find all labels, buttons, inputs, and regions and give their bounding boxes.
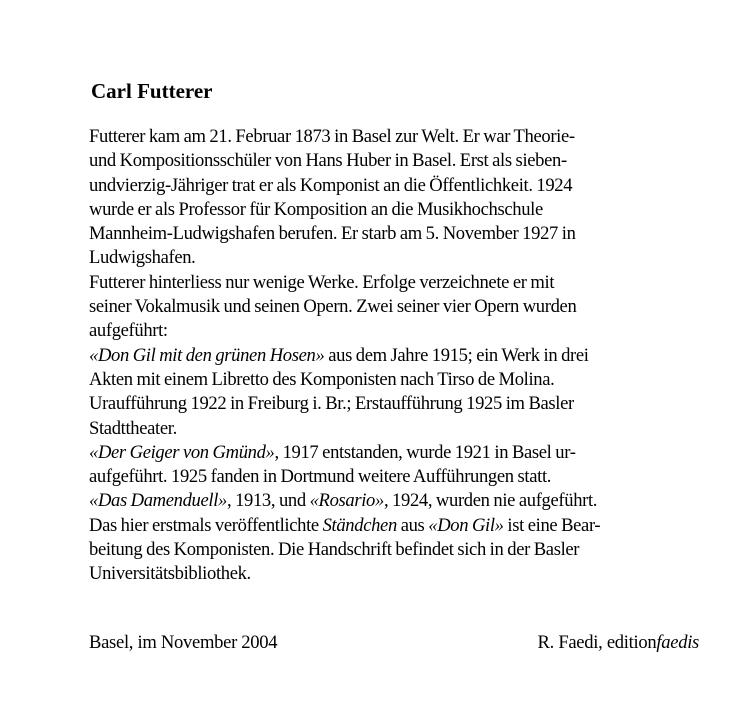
text-segment: ist eine Bear- — [503, 514, 601, 536]
body-line — [89, 271, 709, 295]
body-line — [89, 465, 709, 489]
body-line — [89, 246, 709, 270]
text-segment: Akten mit einem Libretto des Komponisten nach Tirso de Molina. — [89, 368, 555, 390]
text-segment: Uraufführung 1922 in Freiburg i. Br.; Erstaufführung 1925 im Basler — [89, 393, 574, 415]
italic-title-segment: «Das Damenduell» — [89, 490, 227, 512]
body-line — [89, 149, 709, 173]
text-segment: Das hier erstmals veröffentlichte — [89, 514, 323, 536]
text-segment: aufgeführt: — [89, 320, 168, 342]
text-segment: Mannheim-Ludwigshafen berufen. Er starb am 5. November 1927 in — [89, 223, 576, 245]
text-segment: , 1924, wurden nie aufgeführt. — [383, 490, 598, 512]
text-segment: beitung des Komponisten. Die Handschrift befindet sich in der Basler — [89, 539, 580, 561]
footer — [89, 630, 699, 656]
text-segment: undvierzig-Jähriger trat er als Komponist an die Öffentlichkeit. 1924 — [89, 174, 573, 196]
text-segment: seiner Vokalmusik und seinen Opern. Zwei seiner vier Opern wurden — [89, 296, 577, 318]
text-segment: , 1913, und — [226, 490, 310, 512]
body-line — [89, 441, 709, 465]
italic-title-segment: «Don Gil mit den grünen Hosen» — [89, 344, 325, 366]
body-line — [89, 295, 709, 319]
body-line — [89, 392, 709, 416]
body-line — [89, 417, 709, 441]
italic-title-segment: «Der Geiger von Gmünd» — [89, 441, 275, 463]
italic-title-segment: «Don Gil» — [428, 514, 504, 536]
italic-title-segment: Ständchen — [322, 514, 397, 536]
footer-author-italic: faedis — [656, 632, 699, 653]
italic-title-segment: «Rosario» — [309, 490, 384, 512]
text-segment: Futterer hinterliess nur wenige Werke. Erfolge verzeichnete er mit — [89, 271, 555, 293]
text-segment: Futterer kam am 21. Februar 1873 in Basel zur Welt. Er war Theorie- — [89, 126, 575, 147]
body-line — [89, 344, 709, 368]
document-title: Carl Futterer — [91, 79, 213, 103]
text-segment: und Kompositionsschüler von Hans Huber in Basel. Erst als sieben- — [89, 150, 567, 172]
text-segment: aus — [396, 514, 429, 536]
footer-signature — [538, 630, 699, 656]
text-segment: Ludwigshafen. — [89, 247, 196, 269]
body-line — [89, 489, 709, 513]
body-line — [89, 125, 709, 149]
body-line — [89, 562, 709, 586]
text-segment: , 1917 entstanden, wurde 1921 in Basel ur- — [274, 441, 576, 463]
text-segment: aus dem Jahre 1915; ein Werk in drei — [324, 344, 589, 366]
body-line — [89, 222, 709, 246]
footer-place-date: Basel, im November 2004 — [89, 632, 278, 653]
footer-author: R. Faedi, edition — [537, 632, 657, 653]
text-segment: Universitätsbibliothek. — [89, 563, 251, 585]
body-line — [89, 174, 709, 198]
body-line — [89, 514, 709, 538]
body-line — [89, 368, 709, 392]
text-segment: Stadttheater. — [89, 417, 177, 439]
body-text — [89, 125, 709, 587]
text-segment: wurde er als Professor für Komposition an die Musikhochschule — [89, 198, 543, 220]
text-segment: aufgeführt. 1925 fanden in Dortmund weitere Aufführungen statt. — [89, 466, 552, 488]
body-line — [89, 319, 709, 343]
body-line — [89, 538, 709, 562]
body-line — [89, 198, 709, 222]
